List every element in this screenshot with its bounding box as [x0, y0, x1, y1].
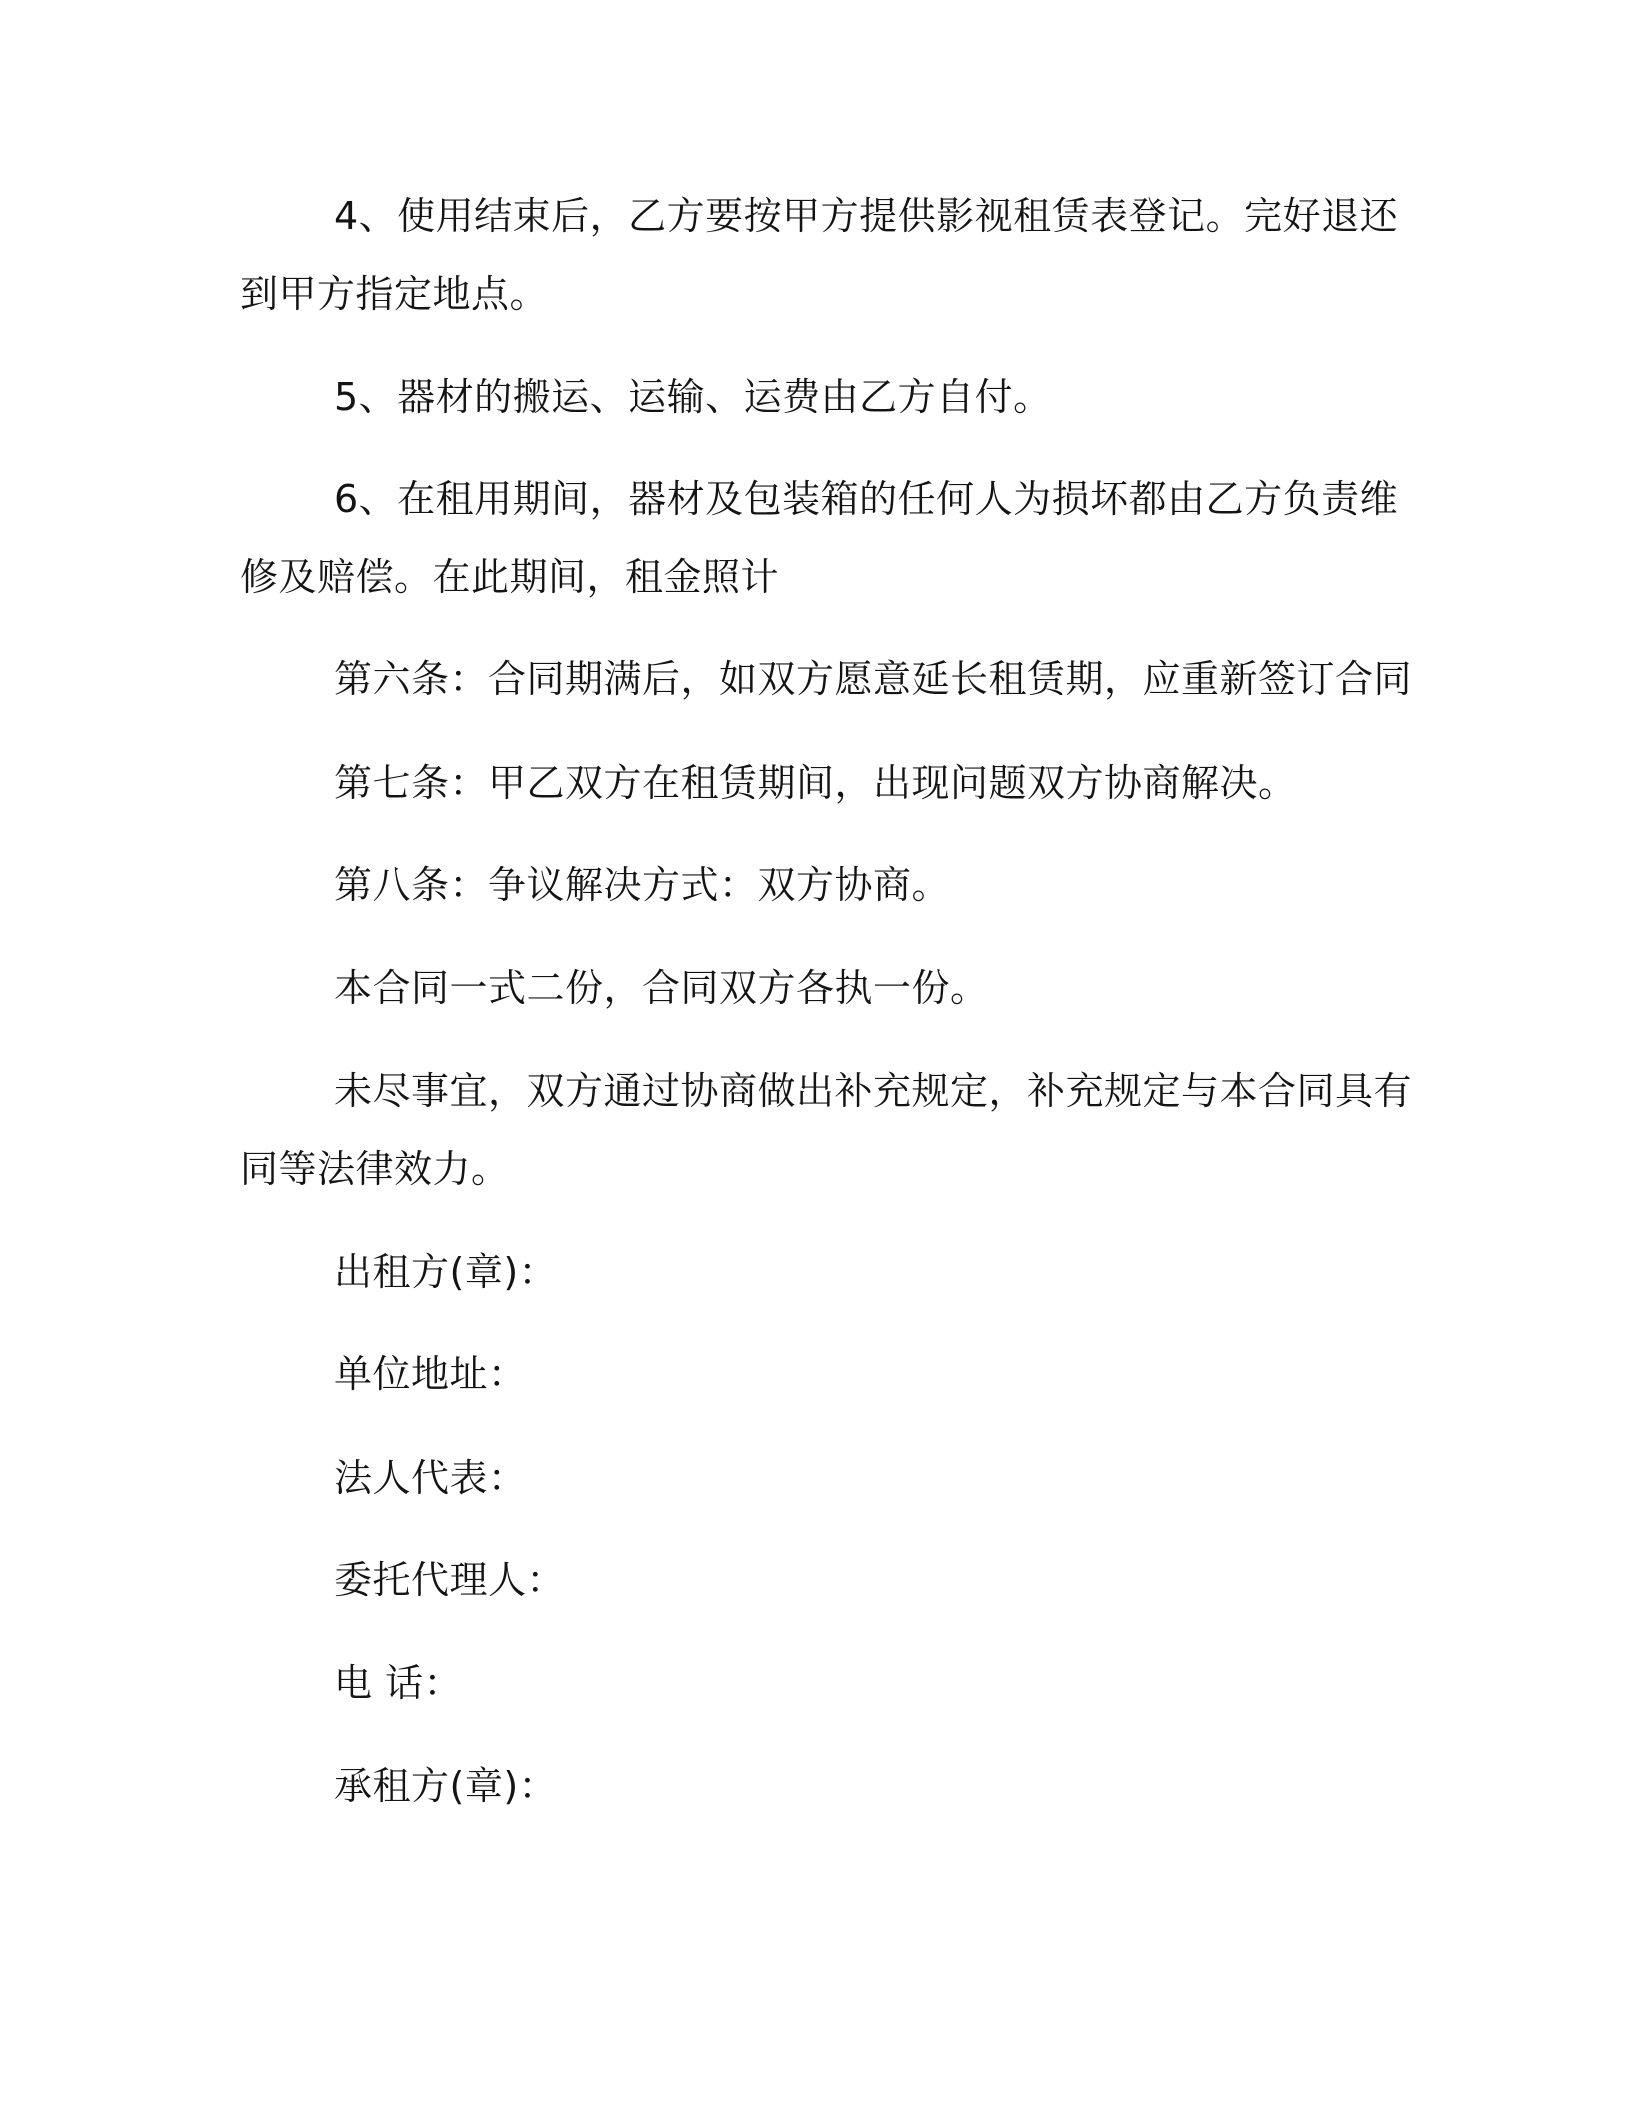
clause-6-line-1: 6、在租用期间，器材及包装箱的任何人为损坏都由乙方负责维	[334, 477, 1399, 521]
clause-5: 5、器材的搬运、运输、运费由乙方自付。	[334, 375, 1052, 419]
legal-rep-label: 法人代表：	[334, 1456, 527, 1500]
supplement-line-2: 同等法律效力。	[240, 1147, 510, 1191]
article-7: 第七条：甲乙双方在租赁期间，出现问题双方协商解决。	[334, 761, 1297, 805]
copies-statement: 本合同一式二份，合同双方各执一份。	[334, 966, 989, 1010]
lessee-seal-label: 承租方(章)：	[334, 1764, 558, 1808]
unit-address-label: 单位地址：	[334, 1352, 527, 1396]
clause-4-line-2: 到甲方指定地点。	[240, 272, 549, 316]
clause-4-line-1: 4、使用结束后，乙方要按甲方提供影视租赁表登记。完好退还	[334, 194, 1399, 238]
article-8: 第八条：争议解决方式：双方协商。	[334, 863, 951, 907]
lessor-seal-label: 出租方(章)：	[334, 1250, 558, 1294]
article-6: 第六条：合同期满后，如双方愿意延长租赁期，应重新签订合同	[334, 657, 1413, 701]
phone-label: 电 话：	[334, 1661, 463, 1705]
agent-label: 委托代理人：	[334, 1558, 566, 1602]
supplement-line-1: 未尽事宜，双方通过协商做出补充规定，补充规定与本合同具有	[334, 1069, 1413, 1113]
clause-6-line-2: 修及赔偿。在此期间，租金照计	[240, 555, 780, 599]
